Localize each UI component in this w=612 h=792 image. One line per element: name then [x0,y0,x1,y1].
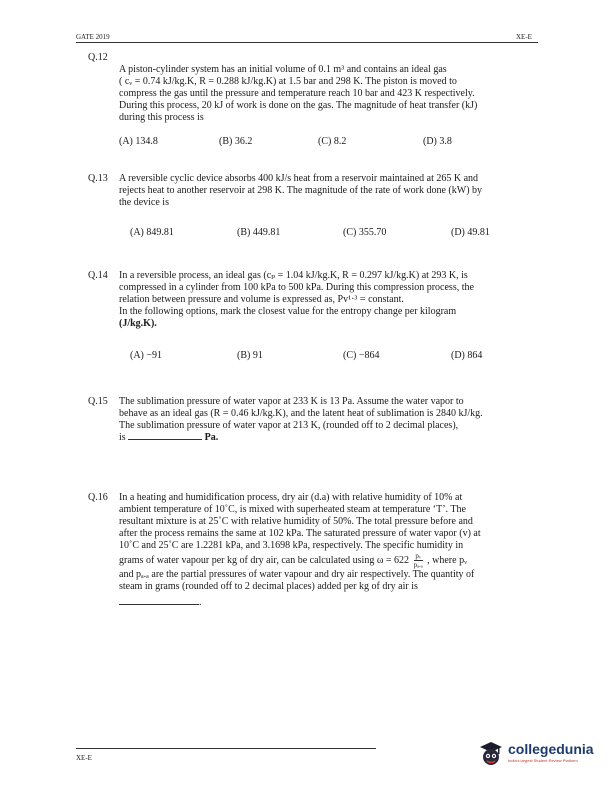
option-c: (C) 8.2 [318,136,347,147]
logo-wordmark: collegedunia [508,741,594,757]
footer-paper-code: XE-E [76,754,92,762]
question-text [119,270,529,330]
formula-line [119,552,529,569]
answer-end: . [199,597,202,608]
question-line: ambient temperature of 10˚C, is mixed with superheated steam at temperature ‘T’. The [119,504,466,515]
question-number: Q.15 [88,396,108,407]
header-exam-label: GATE 2019 [76,33,110,41]
question-number: Q.16 [88,492,108,503]
question-line: the device is [119,197,169,208]
question-line: behave as an ideal gas (R = 0.46 kJ/kg.K), and the latent heat of sublimation is 2840 kJ/kg. [119,408,483,419]
option-a: (A) −91 [130,350,163,361]
fraction-denominator: pₐ.ₐ [413,561,423,569]
question-number: Q.14 [88,270,108,281]
header-rule [76,42,538,43]
question-text [119,492,529,609]
answer-line [119,597,529,609]
option-a: (A) 849.81 [130,227,174,238]
option-d: (D) 3.8 [423,136,452,147]
option-b: (B) 91 [237,350,263,361]
question-line: compress the gas until the pressure and temperature reach 10 bar and 423 K respectively. [119,88,475,99]
question-line: 10˚C and 25˚C are 1.2281 kPa, and 3.1698 kPa, respectively. The specific humidity in [119,540,464,551]
question-line: relation between pressure and volume is expressed as, Pv¹·³ = constant. [119,294,404,305]
question-line: compressed in a cylinder from 100 kPa to 500 kPa. During this compression process, the [119,282,474,293]
option-d: (D) 864 [451,350,483,361]
question-line: resultant mixture is at 25˚C with relative humidity of 50%. The total pressure before and [119,516,473,527]
option-b: (B) 36.2 [219,136,253,147]
question-line: during this process is [119,112,204,123]
question-text [119,64,529,124]
option-a: (A) 134.8 [119,136,158,147]
answer-prefix: is [119,432,126,443]
option-c: (C) −864 [343,350,380,361]
answer-unit: Pa. [204,432,219,443]
question-line: ( cᵥ = 0.74 kJ/kg.K, R = 0.288 kJ/kg.K) at 1.5 bar and 298 K. The piston is moved to [119,76,457,87]
question-line: after the process remains the same at 102 kPa. The saturated pressure of water vapor (v) at [119,528,481,539]
question-line: grams of water vapour per kg of dry air, can be calculated using ω = 622 [119,554,410,566]
footer-rule [76,748,376,749]
question-line: and pₐ.ₐ are the partial pressures of water vapour and dry air respectively. The quantity of [119,569,475,580]
formula-suffix: , where pᵥ [427,554,468,566]
option-d: (D) 49.81 [451,227,490,238]
logo-tagline: India's largest Student Review Platform [508,758,578,763]
question-number: Q.12 [88,52,108,63]
graduate-mascot-icon [476,738,506,768]
fraction [414,552,423,569]
question-line: A piston-cylinder system has an initial volume of 0.1 m³ and contains an ideal gas [119,64,447,75]
answer-blank [128,439,202,440]
collegedunia-logo [476,736,604,770]
question-line: The sublimation pressure of water vapor at 213 K, (rounded off to 2 decimal places), [119,420,459,431]
question-text [119,173,529,209]
answer-line [119,432,529,444]
question-line: (J/kg.K). [119,318,157,329]
option-c: (C) 355.70 [343,227,387,238]
header-paper-code: XE-E [516,33,532,41]
fraction-numerator: pᵥ [415,552,421,560]
question-line: In a reversible process, an ideal gas (cₚ = 1.04 kJ/kg.K, R = 0.297 kJ/kg.K) at 293 K, is [119,270,468,281]
question-line: In a heating and humidification process, dry air (d.a) with relative humidity of 10% at [119,492,463,503]
option-b: (B) 449.81 [237,227,281,238]
question-text [119,396,529,444]
question-line: In the following options, mark the closest value for the entropy change per kilogram [119,306,457,317]
question-line: steam in grams (rounded off to 2 decimal places) added per kg of dry air is [119,581,418,592]
answer-blank [119,604,199,605]
question-line: A reversible cyclic device absorbs 400 kJ/s heat from a reservoir maintained at 265 K and [119,173,479,184]
question-number: Q.13 [88,173,108,184]
question-line: During this process, 20 kJ of work is done on the gas. The magnitude of heat transfer (kJ) [119,100,478,111]
question-line: The sublimation pressure of water vapor at 233 K is 13 Pa. Assume the water vapor to [119,396,464,407]
question-line: rejects heat to another reservoir at 298 K. The magnitude of the rate of work done (kW) by [119,185,483,196]
